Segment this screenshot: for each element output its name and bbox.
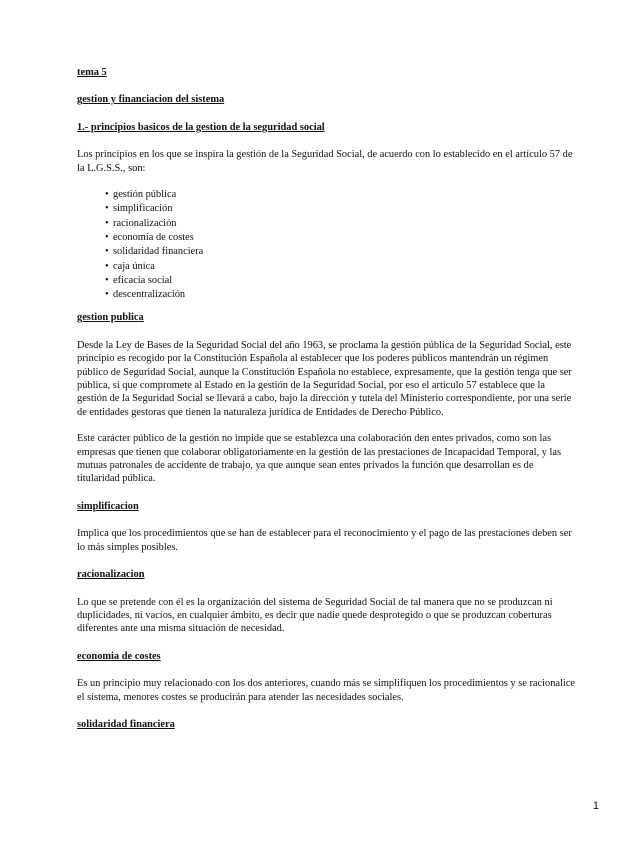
- gestion-publica-paragraph-1: Desde la Ley de Bases de la Seguridad Social del año 1963, se proclama la gestión pública de la Seguridad Social, este principio es recogido por la Constitución Española al establecer que los poderes públicos mantendrán un régimen público de Seguridad Social, aunque la Constitución Española no establece, expresamente, que la gestión tenga que ser pública, si que compromete al Estado en la gestión de la Seguridad Social, por eso el artículo 57 establece que la gestión de la Seguridad Social se llevará a cabo, bajo la dirección y tutela del Ministerio correspondiente, por una serie de entidades gestoras que tienen la naturaleza jurídica de Entidades de Derecho Público.: [77, 339, 572, 418]
- bullet-icon: •: [105, 260, 109, 272]
- subtitle-heading: gestion y financiacion del sistema: [77, 94, 225, 106]
- list-item: [105, 274, 577, 288]
- economia-de-costes-paragraph: Es un principio muy relacionado con los dos anteriores, cuando más se simplifiquen los procedimientos y se racionalice el sistema, menores costes se producirán para atender las necesidades sociales.: [77, 678, 576, 703]
- bullet-icon: •: [105, 231, 109, 243]
- section-title: 1.- principios basicos de la gestion de la seguridad social: [77, 121, 325, 133]
- list-item: [105, 288, 577, 302]
- list-item-label: gestión pública: [113, 189, 177, 201]
- list-item-label: descentralización: [113, 289, 186, 301]
- list-item: [105, 260, 577, 274]
- bullet-icon: •: [105, 246, 109, 258]
- section-heading-solidaridad-financiera: solidaridad financiera: [77, 718, 175, 730]
- page-number: 1: [592, 800, 599, 812]
- simplificacion-paragraph: Implica que los procedimientos que se han de establecer para el reconocimiento y el pago de las prestaciones deben ser lo más simples posibles.: [77, 528, 572, 553]
- intro-paragraph: Los principios en los que se inspira la gestión de la Seguridad Social, de acuerdo con lo establecido en el artículo 57 de la L.G.S.S., son:: [77, 149, 573, 174]
- section-heading-economia-de-costes: economia de costes: [77, 650, 161, 662]
- section-heading-racionalizacion: racionalizacion: [77, 569, 145, 581]
- bullet-icon: •: [105, 203, 109, 215]
- document-body: [77, 66, 577, 731]
- list-item-label: caja única: [113, 260, 155, 272]
- list-item: [105, 217, 577, 231]
- list-item: [105, 188, 577, 202]
- list-item: [105, 245, 577, 259]
- tema-heading: tema 5: [77, 67, 107, 78]
- bullet-icon: •: [105, 289, 109, 301]
- list-item-label: eficacia social: [113, 274, 173, 286]
- list-item: [105, 202, 577, 216]
- principles-list: [77, 188, 577, 302]
- gestion-publica-paragraph-2: Este carácter público de la gestión no impide que se establezca una colaboración den entes privados, como son las empresas que tienen que colaborar obligatoriamente en la gestión de las prestaciones de Incapacidad Temporal, y las mutuas patronales de accidente de trabajo, ya que aunque sean entes privados la función que desarrollan es de titularidad pública.: [77, 433, 562, 485]
- list-item: [105, 231, 577, 245]
- section-heading-gestion-publica: gestion publica: [77, 312, 144, 324]
- racionalizacion-paragraph: Lo que se pretende con él es la organización del sistema de Seguridad Social de tal manera que no se produzcan ni duplicidades, ni vacíos, en cualquier ámbito, es decir que nadie quede desprotegido o que se produzcan coberturas diferentes ante una misma situación de necesidad.: [77, 596, 553, 635]
- list-item-label: racionalización: [113, 217, 177, 229]
- list-item-label: simplificación: [113, 203, 173, 215]
- list-item-label: solidaridad financiera: [113, 246, 204, 258]
- bullet-icon: •: [105, 217, 109, 229]
- bullet-icon: •: [105, 274, 109, 286]
- bullet-icon: •: [105, 189, 109, 201]
- list-item-label: economía de costes: [113, 231, 194, 243]
- section-heading-simplificacion: simplificacion: [77, 500, 139, 512]
